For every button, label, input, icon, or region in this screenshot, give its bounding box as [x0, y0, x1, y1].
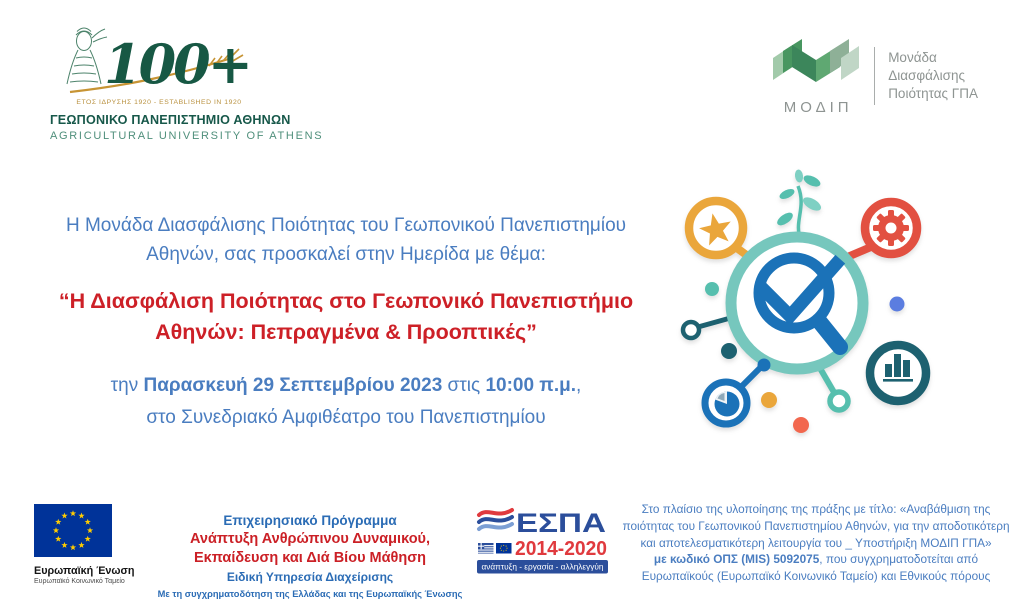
gear-icon [865, 202, 917, 254]
university-name-en: AGRICULTURAL UNIVERSITY OF ATHENS [50, 130, 324, 142]
espa-tagline: ανάπτυξη - εργασία - αλληλεγγύη [481, 561, 604, 572]
goddess-sketch-icon [67, 28, 107, 84]
university-logo [50, 26, 324, 142]
program-line: Ειδική Υπηρεσία Διαχείρισης [226, 570, 394, 585]
pie-chart-icon [705, 382, 747, 424]
program-line: Με τη συγχρηματοδότηση της Ελλάδας και της Ευρωπαϊκής Ένωσης [157, 589, 463, 600]
node-dot [758, 359, 771, 372]
operational-program-block [152, 513, 468, 599]
eu-fund: Ευρωπαϊκό Κοινωνικό Ταμείο [34, 578, 125, 585]
node-ring [683, 322, 699, 338]
espa-period: 2014-2020 [515, 538, 607, 560]
node-dot [705, 282, 719, 296]
university-name-el: ΓΕΩΠΟΝΙΚΟ ΠΑΝΕΠΙΣΤΗΜΙΟ ΑΘΗΝΩΝ [50, 113, 291, 127]
program-line: Ανάπτυξη Ανθρώπινου Δυναμικού, Εκπαίδευση και Διά Βίου Μάθηση [189, 531, 431, 566]
eu-name: Ευρωπαϊκή Ένωση [34, 565, 135, 577]
greek-flag-icon [478, 543, 494, 554]
centenary-number: 100+ [104, 32, 250, 96]
espa-acronym: ΕΣΠΑ [516, 508, 606, 538]
established-line: ΕΤΟΣ ΙΔΡΥΣΗΣ 1920 - ESTABLISHED IN 1920 [76, 99, 242, 106]
node-ring [830, 392, 848, 410]
espa-logo-icon [475, 503, 610, 575]
star-icon [689, 201, 743, 255]
eu-mini-flag-icon [496, 543, 512, 554]
node-dot [761, 392, 777, 408]
modip-acronym: ΜΟΔΙΠ [783, 99, 853, 116]
divider [874, 47, 875, 105]
eu-flag-block [34, 504, 135, 585]
plant-icon [775, 169, 823, 240]
event-title: “Η Διασφάλιση Ποιότητας στο Γεωπονικό Πανεπιστήμιο Αθηνών: Πεπραγμένα & Προοπτικές” [58, 289, 634, 345]
invitation-text [40, 212, 652, 429]
espa-waves-icon [479, 510, 512, 529]
funding-note: Στο πλαίσιο της υλοποίησης της πράξης με τίτλο: «Αναβάθμιση της ποιότητας του Γεωπονικού Πανεπιστημίου Αθηνών, για την αποδοτικότερη και αποτελεσματικότερη λειτουργία του _ Υποστήριξη ΜΟΔΙΠ ΓΠΑ» με κωδικό ΟΠΣ (MIS) 5092075, που συγχρηματοδοτείται από Ευρωπαϊκούς (Ευρωπαϊκό Κοινωνικό Ταμείο) και Εθνικούς πόρους [622, 502, 1010, 583]
node-dot [793, 417, 809, 433]
program-line: Επιχειρησιακό Πρόγραμμα [223, 513, 397, 528]
event-venue: στο Συνεδριακό Αμφιθέατρο του Πανεπιστημίου [146, 407, 546, 429]
node-dot [721, 343, 737, 359]
intro-paragraph: Η Μονάδα Διασφάλισης Ποιότητας του Γεωπονικού Πανεπιστημίου Αθηνών, σας προσκαλεί στην Ημερίδα με θέμα: [65, 215, 627, 265]
node-dot [890, 297, 905, 312]
eu-flag-icon [34, 504, 112, 557]
university-centenary-icon [54, 26, 264, 98]
modip-full-name: Μονάδα Διασφάλισης Ποιότητας ΓΠΑ [888, 50, 978, 101]
quality-illustration [654, 166, 984, 456]
bar-chart-icon [870, 345, 926, 401]
modip-m-icon [771, 36, 861, 92]
espa-logo [475, 503, 610, 580]
modip-logo [771, 36, 978, 116]
event-datetime: την Παρασκευή 29 Σεπτεμβρίου 2023 στις 10:00 π.μ., [110, 375, 582, 397]
